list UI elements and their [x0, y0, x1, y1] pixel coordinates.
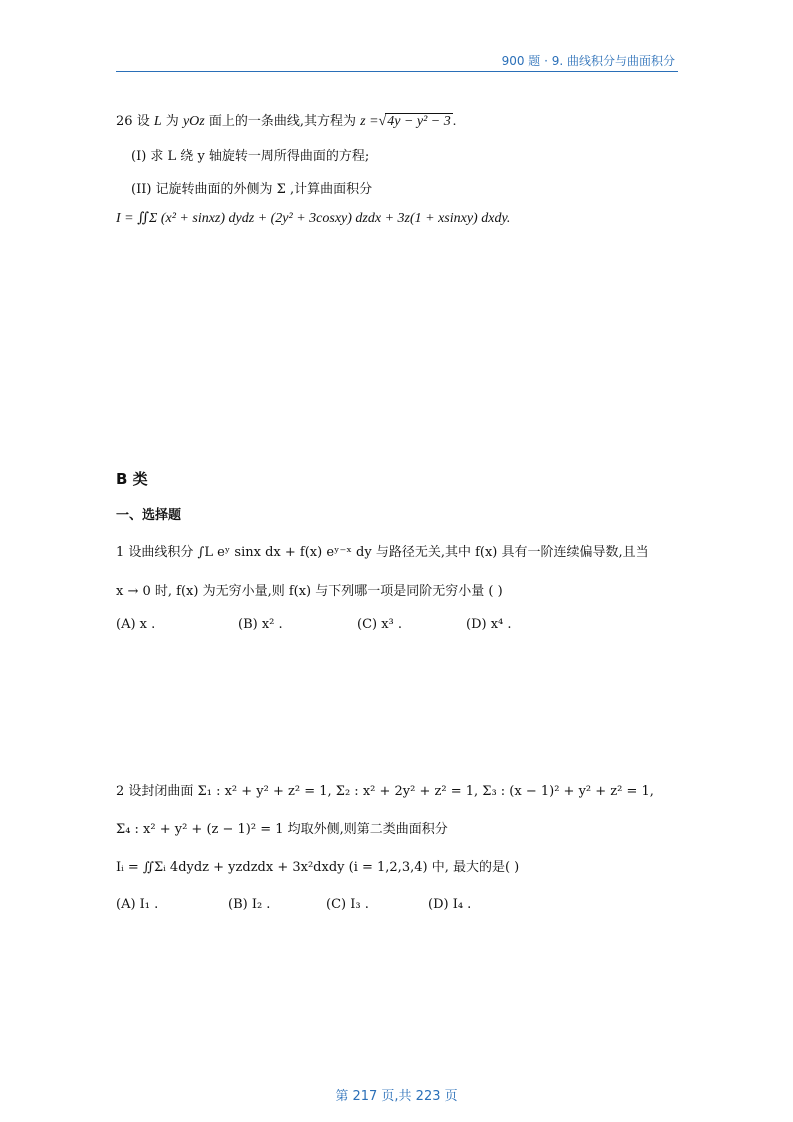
- header-rule: [116, 71, 678, 72]
- problem-2-stem-line-2: Σ₄ : x² + y² + (z − 1)² = 1 均取外侧,则第二类曲面积分: [116, 822, 448, 837]
- subsection-title: 一、选择题: [116, 508, 182, 523]
- equation-radicand: 4y − y² − 3: [387, 114, 451, 129]
- problem-1-stem-line-1: [116, 541, 649, 560]
- problem-26-part-1: (I) 求 L 绕 y 轴旋转一周所得曲面的方程;: [131, 149, 370, 164]
- math-L: L: [153, 114, 162, 129]
- option-b: (B) x² .: [238, 617, 283, 632]
- option-c: (C) I₃ .: [326, 897, 369, 912]
- option-d: (D) I₄ .: [428, 897, 472, 912]
- option-a: (A) x .: [116, 617, 156, 632]
- stem-text: 为: [165, 114, 179, 129]
- problem-number: 2: [116, 784, 125, 799]
- option-a: (A) I₁ .: [116, 897, 159, 912]
- problem-number: 1: [116, 545, 125, 560]
- problem-2-stem-line-3: Iᵢ = ∬Σᵢ 4dydz + yzdzdx + 3x²dxdy (i = 1,2,3,4) 中, 最大的是( ): [116, 860, 520, 875]
- option-d: (D) x⁴ .: [466, 617, 512, 632]
- problem-1-stem-line-2: x → 0 时, f(x) 为无穷小量,则 f(x) 与下列哪一项是同阶无穷小量 ( ): [116, 584, 503, 599]
- running-header: 900 题 · 9. 曲线积分与曲面积分: [501, 54, 675, 68]
- stem-text: 面上的一条曲线,其方程为: [208, 114, 356, 129]
- stem-text: 设: [136, 114, 150, 129]
- problem-26-part-2: (II) 记旋转曲面的外侧为 Σ ,计算曲面积分: [131, 182, 373, 197]
- page-footer: 第 217 页,共 223 页: [335, 1089, 458, 1104]
- equation-lhs: z =: [360, 114, 379, 129]
- option-b: (B) I₂ .: [228, 897, 271, 912]
- problem-26-stem: 26 设 L 为 yOz 面上的一条曲线,其方程为 z =√4y − y² − 3 .: [116, 114, 457, 129]
- stem-text: 设封闭曲面 Σ₁ : x² + y² + z² = 1, Σ₂ : x² + 2y² + z² = 1, Σ₃ : (x − 1)² + y² + z² = 1,: [128, 784, 654, 799]
- problem-26-integral: I = ∬Σ (x² + sinxz) dydz + (2y² + 3cosxy) dzdx + 3z(1 + xsinxy) dxdy.: [116, 211, 511, 226]
- math-yOz: yOz: [182, 114, 205, 129]
- problem-number: 26: [116, 114, 133, 129]
- section-title: B 类: [116, 470, 148, 488]
- problem-2-stem-line-1: [116, 780, 654, 799]
- option-c: (C) x³ .: [357, 617, 403, 632]
- stem-text: 设曲线积分 ∫L eʸ sinx dx + f(x) eʸ⁻ˣ dy 与路径无关,其中 f(x) 具有一阶连续偏导数,且当: [128, 545, 649, 560]
